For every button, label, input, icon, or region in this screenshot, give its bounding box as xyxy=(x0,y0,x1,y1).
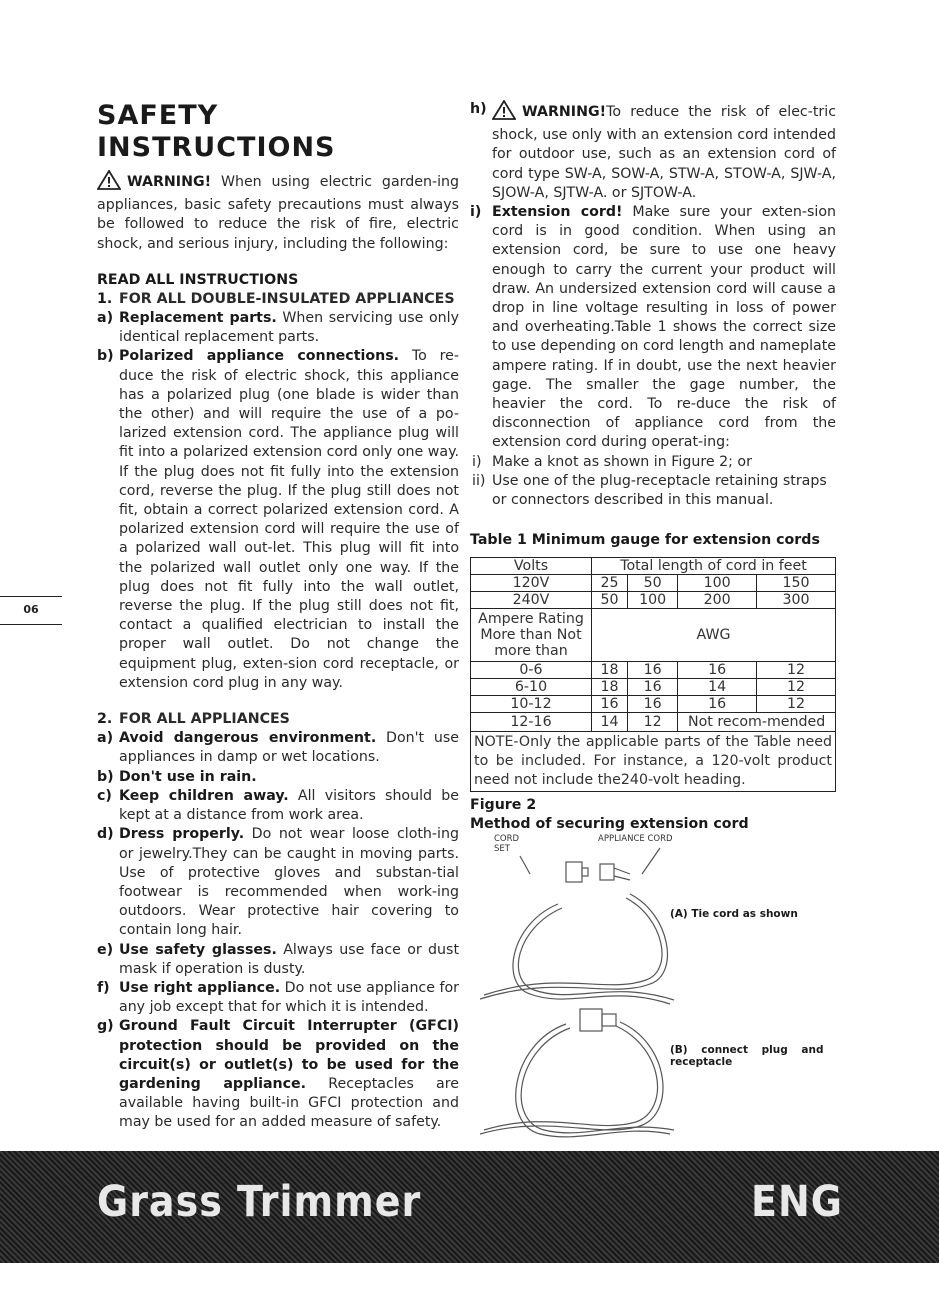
left-column xyxy=(97,100,459,1133)
table-cell: 14 xyxy=(678,679,757,696)
table-cell: 50 xyxy=(628,575,678,592)
table-cell: 100 xyxy=(628,592,678,609)
table-cell: 12 xyxy=(757,696,836,713)
list-item: d) Dress properly. Do not wear loose cloth-ing or jewelry.They can be caught in moving parts. Use of protective gloves and substan-tial footwear is recommended when work-ing outdoors. Wear protective hair covering to contain long hair. xyxy=(97,826,459,939)
list-item: a) Replacement parts. When servicing use only identical replacement parts. xyxy=(97,310,459,346)
table-cell: 16 xyxy=(678,662,757,679)
intro-text: When using electric garden-ing appliances, basic safety precautions must always be followed to reduce the risk of fire, electric shock, and serious injury, including the following: xyxy=(97,174,460,252)
page-title: SAFETY INSTRUCTIONS xyxy=(97,100,336,163)
read-all-heading: READ ALL INSTRUCTIONS xyxy=(97,271,299,288)
section2-heading: 2. FOR ALL APPLIANCES xyxy=(97,711,290,728)
intro-paragraph xyxy=(97,170,459,254)
table-row xyxy=(471,732,836,792)
list-item: h) WARNING!To reduce the risk of elec-tric shock, use only with an extension cord intended for outdoor use, such as an extension cord of cord type SW-A, SOW-A, STW-A, STOW-A, SJW-A, SJOW-A, SJTW-A. or SJTOW-A. xyxy=(470,101,836,201)
table-title: Table 1 Minimum gauge for extension cords xyxy=(470,532,820,549)
caption-b: (B) connect plug and receptacle xyxy=(670,1044,824,1069)
caption-a: (A) Tie cord as shown xyxy=(670,908,798,921)
table-cell: 16 xyxy=(628,679,678,696)
table-cell: 12-16 xyxy=(471,713,592,732)
table-cell: 14 xyxy=(592,713,628,732)
table-row xyxy=(471,575,836,592)
appliance-cord-label: APPLIANCE CORD xyxy=(598,834,673,845)
list-item: b) Don't use in rain. xyxy=(97,768,257,785)
table-cell: AWG xyxy=(592,609,836,662)
table-row xyxy=(471,558,836,575)
list-item: b) Polarized appliance connections. To re-duce the risk of electric shock, this appliance has a polarized plug (one blade is wider than the other) and will require the use of a po-larized extension cord. The appliance plug will fit into a polarized extension cord only one way. If the plug does not fit fully into the extension cord, reverse the plug. If the plug still does not fit, obtain a correct polarized extension cord. A polarized extension cord will require the use of a polarized wall out-let. This plug will fit into the polarized wall outlet only one way. If the plug does not fit fully into the wall outlet, reverse the plug. If the plug still does not fit, contact a qualified electrician to install the proper wall outlet. Do not change the equipment plug, exten-sion cord receptacle, or extension cord plug in any way. xyxy=(97,348,460,691)
list-item: a) Avoid dangerous environment. Don't use appliances in damp or wet locations. xyxy=(97,730,460,766)
table-cell: 6-10 xyxy=(471,679,592,696)
table-cell: 16 xyxy=(678,696,757,713)
table-cell: 25 xyxy=(592,575,628,592)
table-row xyxy=(471,662,836,679)
list-item: i) Extension cord! Make sure your exten-sion cord is in good condition. When using an extension cord, be sure to use one heavy enough to carry the current your product will draw. An undersized extension cord will cause a drop in line voltage resulting in loss of power and overheating.Table 1 shows the correct size to use depending on cord length and nameplate ampere rating. If in doubt, use the next heavier gage. The smaller the gage number, the heavier the cord. To re-duce the risk of disconnection of appliance cord from the extension cord during operat-ing: xyxy=(470,204,836,451)
page-number-marker xyxy=(0,596,62,625)
right-column xyxy=(470,100,836,1164)
table-cell: 200 xyxy=(678,592,757,609)
table-cell: 300 xyxy=(757,592,836,609)
table-cell: Ampere Rating More than Not more than xyxy=(471,609,592,662)
table-row xyxy=(471,696,836,713)
list-item: f) Use right appliance. Do not use appliance for any job except that for which it is intended. xyxy=(97,979,459,1016)
table-cell: 120V xyxy=(471,575,592,592)
table-cell: Total length of cord in feet xyxy=(592,558,836,575)
table-cell: 240V xyxy=(471,592,592,609)
table-cell: Not recom-mended xyxy=(678,713,836,732)
sub-list-item: i) Make a knot as shown in Figure 2; or xyxy=(472,453,752,470)
table-row xyxy=(471,592,836,609)
table-cell: 12 xyxy=(757,662,836,679)
table-cell: 150 xyxy=(757,575,836,592)
table-cell: 10-12 xyxy=(471,696,592,713)
table-row xyxy=(471,713,836,732)
cord-knot-illustration xyxy=(470,834,836,1164)
warning-triangle-icon xyxy=(97,170,121,196)
table-cell: 16 xyxy=(592,696,628,713)
table-cell: 18 xyxy=(592,662,628,679)
divider xyxy=(0,596,62,597)
table-cell: 0-6 xyxy=(471,662,592,679)
table-cell: 100 xyxy=(678,575,757,592)
table-cell: 16 xyxy=(628,696,678,713)
list-item: c) Keep children away. All visitors should be kept at a distance from work area. xyxy=(97,787,459,824)
table-note: NOTE-Only the applicable parts of the Table need to be included. For instance, a 120-volt product need not include the240-volt heading. xyxy=(471,732,836,792)
table-row xyxy=(471,679,836,696)
figure-title: Figure 2 Method of securing extension cord xyxy=(470,797,749,833)
table-row xyxy=(471,609,836,662)
table-cell: 16 xyxy=(628,662,678,679)
table-cell: 12 xyxy=(757,679,836,696)
table-cell: 12 xyxy=(628,713,678,732)
footer-product-title: Grass Trimmer xyxy=(97,1177,422,1227)
cord-set-label: CORD SET xyxy=(494,834,520,855)
page-number: 06 xyxy=(23,603,39,616)
divider xyxy=(0,624,62,625)
section1-heading: 1. FOR ALL DOUBLE-INSULATED APPLIANCES xyxy=(97,290,455,307)
list-item: e) Use safety glasses. Always use face or dust mask if operation is dusty. xyxy=(97,941,460,977)
table-cell: 50 xyxy=(592,592,628,609)
sub-list-item: ii) Use one of the plug-receptacle retaining straps or connectors described in this manual. xyxy=(472,472,827,509)
table-cell: Volts xyxy=(471,558,592,575)
footer-band xyxy=(0,1151,939,1263)
gauge-table xyxy=(470,557,836,792)
cord-diagram xyxy=(470,834,836,1164)
list-item: g) Ground Fault Circuit Interrupter (GFCI) protection should be provided on the circuit(s) or outlet(s) to be used for the gardening appliance. Receptacles are available having built-in GFCI protection and may be used for an added measure of safety. xyxy=(97,1018,460,1131)
table-cell: 18 xyxy=(592,679,628,696)
footer-language-code: ENG xyxy=(751,1177,843,1227)
warning-label: WARNING! xyxy=(127,174,212,190)
warning-triangle-icon xyxy=(492,100,516,126)
